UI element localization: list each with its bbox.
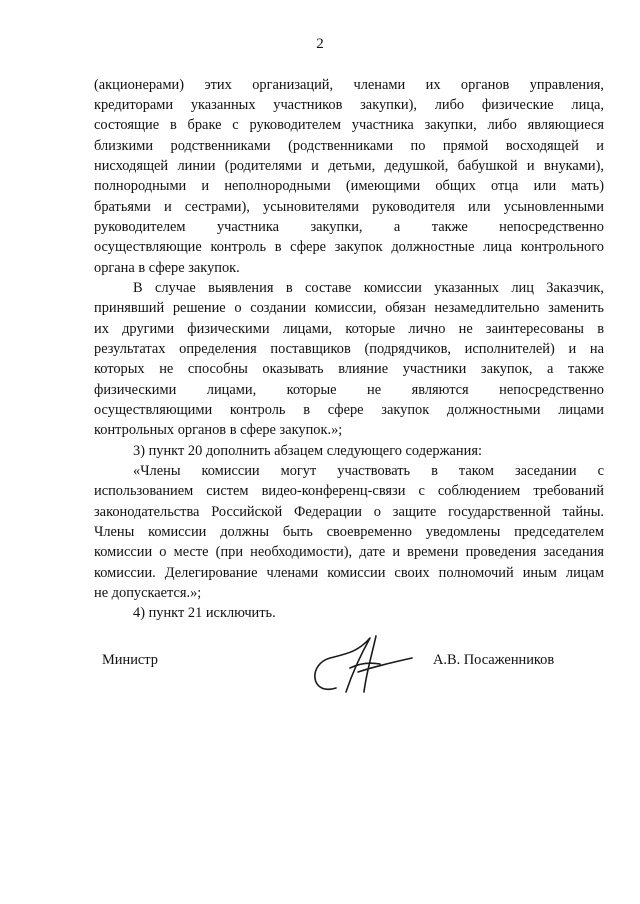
text-line: нисходящей линии (родителями и детьми, дедушкой, бабушкой и внуками), — [94, 158, 604, 174]
text-line: кредиторами указанных участников закупки), либо физические лица, — [94, 97, 604, 113]
signer-name: А.В. Посаженников — [433, 652, 555, 668]
text-line: комиссии. Делегирование членами комиссии своих полномочий иным лицам — [94, 565, 604, 581]
text-line: Члены комиссии должны быть своевременно уведомлены председателем — [94, 524, 604, 540]
text-line: руководителем участника закупки, а также непосредственно — [94, 219, 604, 235]
text-line: органа в сфере закупок. — [94, 260, 240, 276]
text-line: которых не способны оказывать влияние участники закупок, а также — [94, 361, 604, 377]
handwritten-signature-icon — [306, 628, 416, 700]
text-line: состоящие в браке с руководителем участника закупки, либо являющиеся — [94, 117, 604, 133]
text-line: (акционерами) этих организаций, членами их органов управления, — [94, 77, 604, 93]
text-line: осуществляющие контроль в сфере закупок должностные лица контрольного — [94, 239, 604, 255]
text-line: не допускается.»; — [94, 585, 202, 601]
position-title: Министр — [102, 652, 158, 668]
text-line: результатах определения поставщиков (подрядчиков, исполнителей) и на — [94, 341, 604, 357]
text-line: комиссии о месте (при необходимости), дате и времени проведения заседания — [94, 544, 604, 560]
list-item-4: 4) пункт 21 исключить. — [133, 605, 276, 621]
text-line: полнородными и неполнородными (имеющими общих отца или мать) — [94, 178, 604, 194]
text-line: братьями и сестрами), усыновителями руководителя или усыновленными — [94, 199, 604, 215]
text-line: близкими родственниками (родственниками по прямой восходящей и — [94, 138, 604, 154]
text-line: контрольных органов в сфере закупок.»; — [94, 422, 343, 438]
list-item-3: 3) пункт 20 дополнить абзацем следующего содержания: — [133, 443, 482, 459]
text-line: принявший решение о создании комиссии, обязан незамедлительно заменить — [94, 300, 604, 316]
text-line: физическими лицами, которые не являются непосредственно — [94, 382, 604, 398]
text-line: их другими физическими лицами, которые лично не заинтересованы в — [94, 321, 604, 337]
text-line: использованием систем видео-конференц-связи с соблюдением требований — [94, 483, 604, 499]
text-line: осуществляющими контроль в сфере закупок должностными лицами — [94, 402, 604, 418]
paragraph-first-line: В случае выявления в составе комиссии указанных лиц Заказчик, — [133, 280, 604, 296]
text-line: законодательства Российской Федерации о защите государственной тайны. — [94, 504, 604, 520]
page-number: 2 — [316, 36, 324, 52]
paragraph-first-line: «Члены комиссии могут участвовать в таком заседании с — [133, 463, 604, 479]
